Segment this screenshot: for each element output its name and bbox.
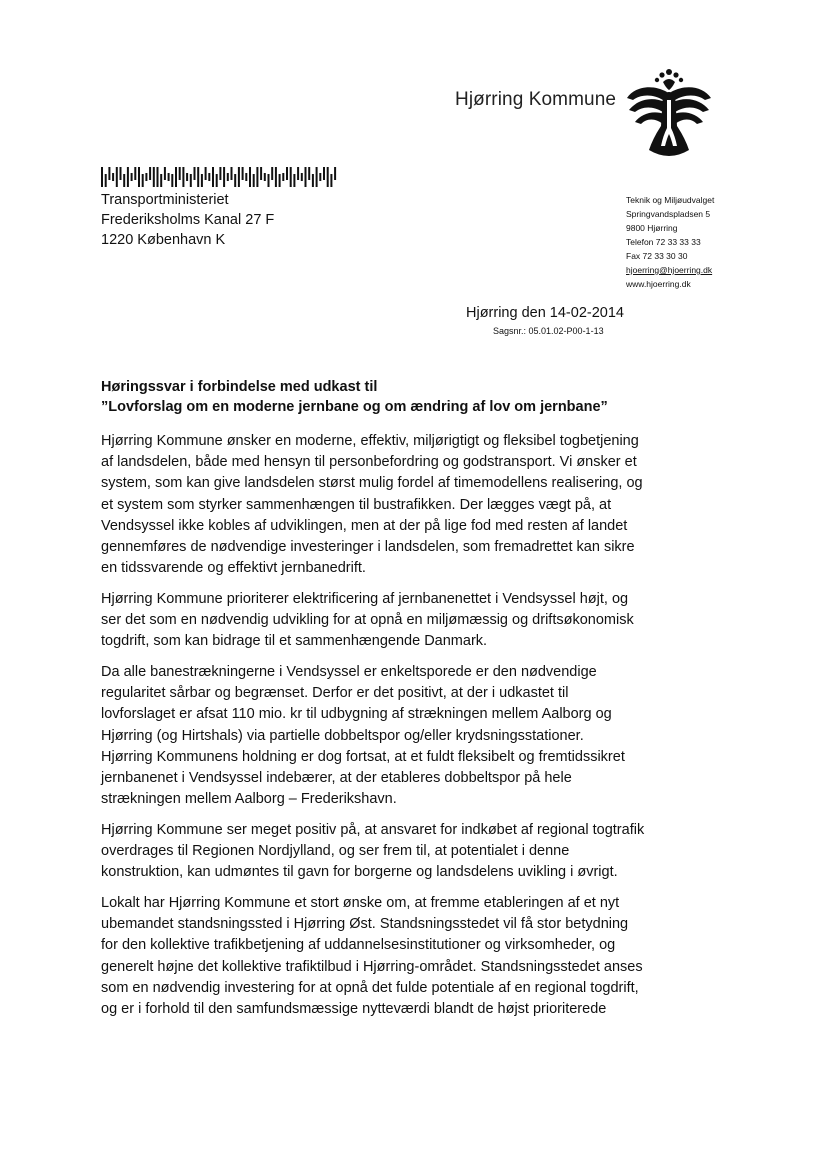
paragraph-line: Hjørring Kommunens holdning er dog fortsat, at et fuldt fleksibelt og fremtidssikret: [101, 748, 625, 765]
barcode-bar: [319, 173, 321, 181]
letter-heading: [101, 377, 721, 417]
barcode-bar: [175, 167, 177, 187]
barcode-bar: [308, 167, 310, 180]
barcode-bar: [168, 173, 170, 181]
paragraph-line: Lokalt har Hjørring Kommune et stort ønske om, at fremme etableringen af et nyt: [101, 895, 620, 911]
paragraph-line: og er i forhold til den samfundsmæssige nytteværdi blandt de højst prioriterede: [101, 1001, 607, 1018]
barcode-bar: [238, 167, 240, 187]
paragraph-line: af landsdelen, både med hensyn til personbefordring og godstransport. Vi ønsker et: [101, 454, 637, 471]
barcode-bar: [179, 167, 181, 180]
barcode-bar: [171, 174, 173, 187]
barcode-bar: [256, 167, 258, 187]
recipient-street: Frederiksholms Kanal 27 F: [101, 212, 275, 228]
barcode-bar: [120, 167, 122, 180]
paragraph-line: Vendsyssel ikke kobles af udviklingen, men at der på lige fod med resten af landet: [101, 517, 628, 534]
paragraph-line: togdrift, som kan bidrage til et sammenhængende Danmark.: [101, 633, 488, 650]
barcode-bar: [116, 167, 118, 187]
paragraph-line: Hjørring Kommune prioriterer elektrificering af jernbanenettet i Vendsyssel højt, og: [101, 591, 629, 607]
paragraph-line: Hjørring Kommune ønsker en moderne, effektiv, miljørigtigt og fleksibel togbetjening: [101, 433, 639, 449]
paragraph-line: en tidssvarende og effektivt jernbanedrift.: [101, 560, 366, 577]
barcode-bar: [219, 167, 221, 180]
barcode-bar: [205, 167, 207, 180]
paragraph-line: overdrages til Regionen Nordjylland, og ser frem til, at potentialet i denne: [101, 843, 570, 860]
municipality-logo: [623, 66, 715, 158]
barcode-bar: [334, 167, 336, 180]
barcode-bar: [264, 173, 266, 181]
barcode-bar: [127, 167, 129, 187]
barcode-bar: [145, 173, 147, 181]
sender-department: Teknik og Miljøudvalget: [626, 195, 715, 205]
body-paragraph: [101, 820, 731, 884]
barcode-bar: [260, 167, 262, 180]
recipient-city: 1220 København K: [101, 232, 226, 248]
postal-barcode: [101, 167, 341, 187]
body-paragraph: [101, 662, 731, 810]
body-paragraph: [101, 589, 731, 653]
heading-line-2: ”Lovforslag om en moderne jernbane og om ændring af lov om jernbane”: [101, 399, 608, 415]
barcode-bar: [134, 167, 136, 180]
barcode-bar: [231, 167, 233, 180]
barcode-bar: [212, 167, 214, 187]
barcode-bar: [268, 174, 270, 187]
barcode-bar: [249, 167, 251, 187]
barcode-bar: [234, 174, 236, 187]
paragraph-line: regularitet sårbar og begrænset. Derfor er det positivt, at der i udkastet til: [101, 685, 569, 702]
organization-name: Hjørring Kommune: [455, 89, 617, 110]
barcode-bar: [197, 167, 199, 187]
barcode-bar: [305, 167, 307, 187]
body-paragraph: [101, 893, 731, 1020]
barcode-bar: [216, 174, 218, 187]
paragraph-line: et system som styrker sammenhængen til bustrafikken. Der lægges vægt på, at: [101, 496, 612, 513]
barcode-bar: [157, 167, 159, 187]
barcode-bar: [186, 173, 188, 181]
barcode-bar: [301, 173, 303, 181]
barcode-bar: [275, 167, 277, 187]
recipient-address: [101, 190, 274, 250]
barcode-bar: [142, 174, 144, 187]
case-number: Sagsnr.: 05.01.02-P00-1-13: [493, 326, 604, 336]
barcode-bar: [271, 167, 273, 180]
sender-street: Springvandspladsen 5: [626, 209, 711, 219]
paragraph-line: Hjørring Kommune ser meget positiv på, at ansvaret for indkøbet af regional togtrafik: [101, 822, 645, 838]
sender-website-link[interactable]: www.hjoerring.dk: [626, 279, 691, 289]
barcode-bar: [123, 174, 125, 187]
barcode-bar: [290, 167, 292, 187]
paragraph-line: system, som kan give landsdelen størst mulig fordel af timemodellens realisering, og: [101, 475, 643, 492]
body-paragraph: [101, 431, 731, 579]
paragraph-line: strækningen mellem Aalborg – Frederikshavn.: [101, 791, 397, 808]
sender-phone: Telefon 72 33 33 33: [626, 237, 701, 247]
barcode-bar: [105, 174, 107, 187]
paragraph-line: jernbanenet i Vendsyssel indebærer, at der etableres dobbeltspor på hele: [101, 770, 572, 787]
paragraph-line: konstruktion, kan udmøntes til gavn for borgerne og landsdelens uvikling i øvrigt.: [101, 864, 618, 881]
barcode-bar: [297, 167, 299, 180]
sender-email-link[interactable]: hjoerring@hjoerring.dk: [626, 265, 713, 275]
barcode-bar: [323, 167, 325, 180]
heading-line-1: Høringssvar i forbindelse med udkast til: [101, 379, 378, 395]
sender-fax: Fax 72 33 30 30: [626, 251, 688, 261]
recipient-name: Transportministeriet: [101, 192, 229, 208]
sender-city: 9800 Hjørring: [626, 223, 678, 233]
barcode-bar: [153, 167, 155, 187]
paragraph-line: som en nødvendig investering for at opnå det fulde potentiale af en regional togdrift,: [101, 979, 639, 996]
barcode-bar: [138, 167, 140, 187]
paragraph-line: ubemandet standsningssted i Hjørring Øst. Standsningsstedet vil få stor betydning: [101, 916, 629, 933]
barcode-bar: [242, 167, 244, 180]
barcode-bar: [149, 167, 151, 180]
barcode-bar: [208, 173, 210, 181]
barcode-bar: [253, 174, 255, 187]
barcode-bar: [327, 167, 329, 187]
letter-date: Hjørring den 14-02-2014: [466, 305, 624, 321]
barcode-bar: [282, 173, 284, 181]
barcode-bar: [112, 173, 114, 181]
barcode-bar: [101, 167, 103, 187]
barcode-bar: [316, 167, 318, 187]
barcode-bar: [194, 167, 196, 180]
paragraph-line: Hjørring (og Hirtshals) via partielle dobbeltspor og/eller krydsningsstationer.: [101, 727, 584, 744]
barcode-bar: [286, 167, 288, 180]
paragraph-line: gennemføres de nødvendige investeringer i landsdelen, som fremadrettet kan sikre: [101, 539, 635, 556]
barcode-bar: [227, 173, 229, 181]
barcode-bar: [201, 174, 203, 187]
paragraph-line: ser det som en nødvendig udvikling for at opnå en miljømæssig og driftsøkonomisk: [101, 612, 634, 629]
barcode-bar: [279, 174, 281, 187]
barcode-bar: [293, 174, 295, 187]
barcode-bar: [190, 174, 192, 187]
barcode-bar: [131, 173, 133, 181]
barcode-bar: [108, 167, 110, 180]
paragraph-line: Da alle banestrækningerne i Vendsyssel er enkeltsporede er den nødvendige: [101, 664, 597, 680]
barcode-bar: [245, 173, 247, 181]
barcode-bar: [312, 174, 314, 187]
paragraph-line: for den kollektive trafikbetjening af uddannelsesinstitutioner og virksomheder, og: [101, 937, 616, 954]
barcode-bar: [223, 167, 225, 187]
paragraph-line: generelt højne det kollektive trafiktilbud i Hjørring-området. Standsningsstedet anses: [101, 958, 643, 975]
barcode-bar: [160, 174, 162, 187]
barcode-bar: [330, 174, 332, 187]
paragraph-line: lovforslaget er afsat 110 mio. kr til udbygning af strækningen mellem Aalborg og: [101, 706, 612, 723]
barcode-bar: [182, 167, 184, 187]
barcode-bar: [164, 167, 166, 180]
